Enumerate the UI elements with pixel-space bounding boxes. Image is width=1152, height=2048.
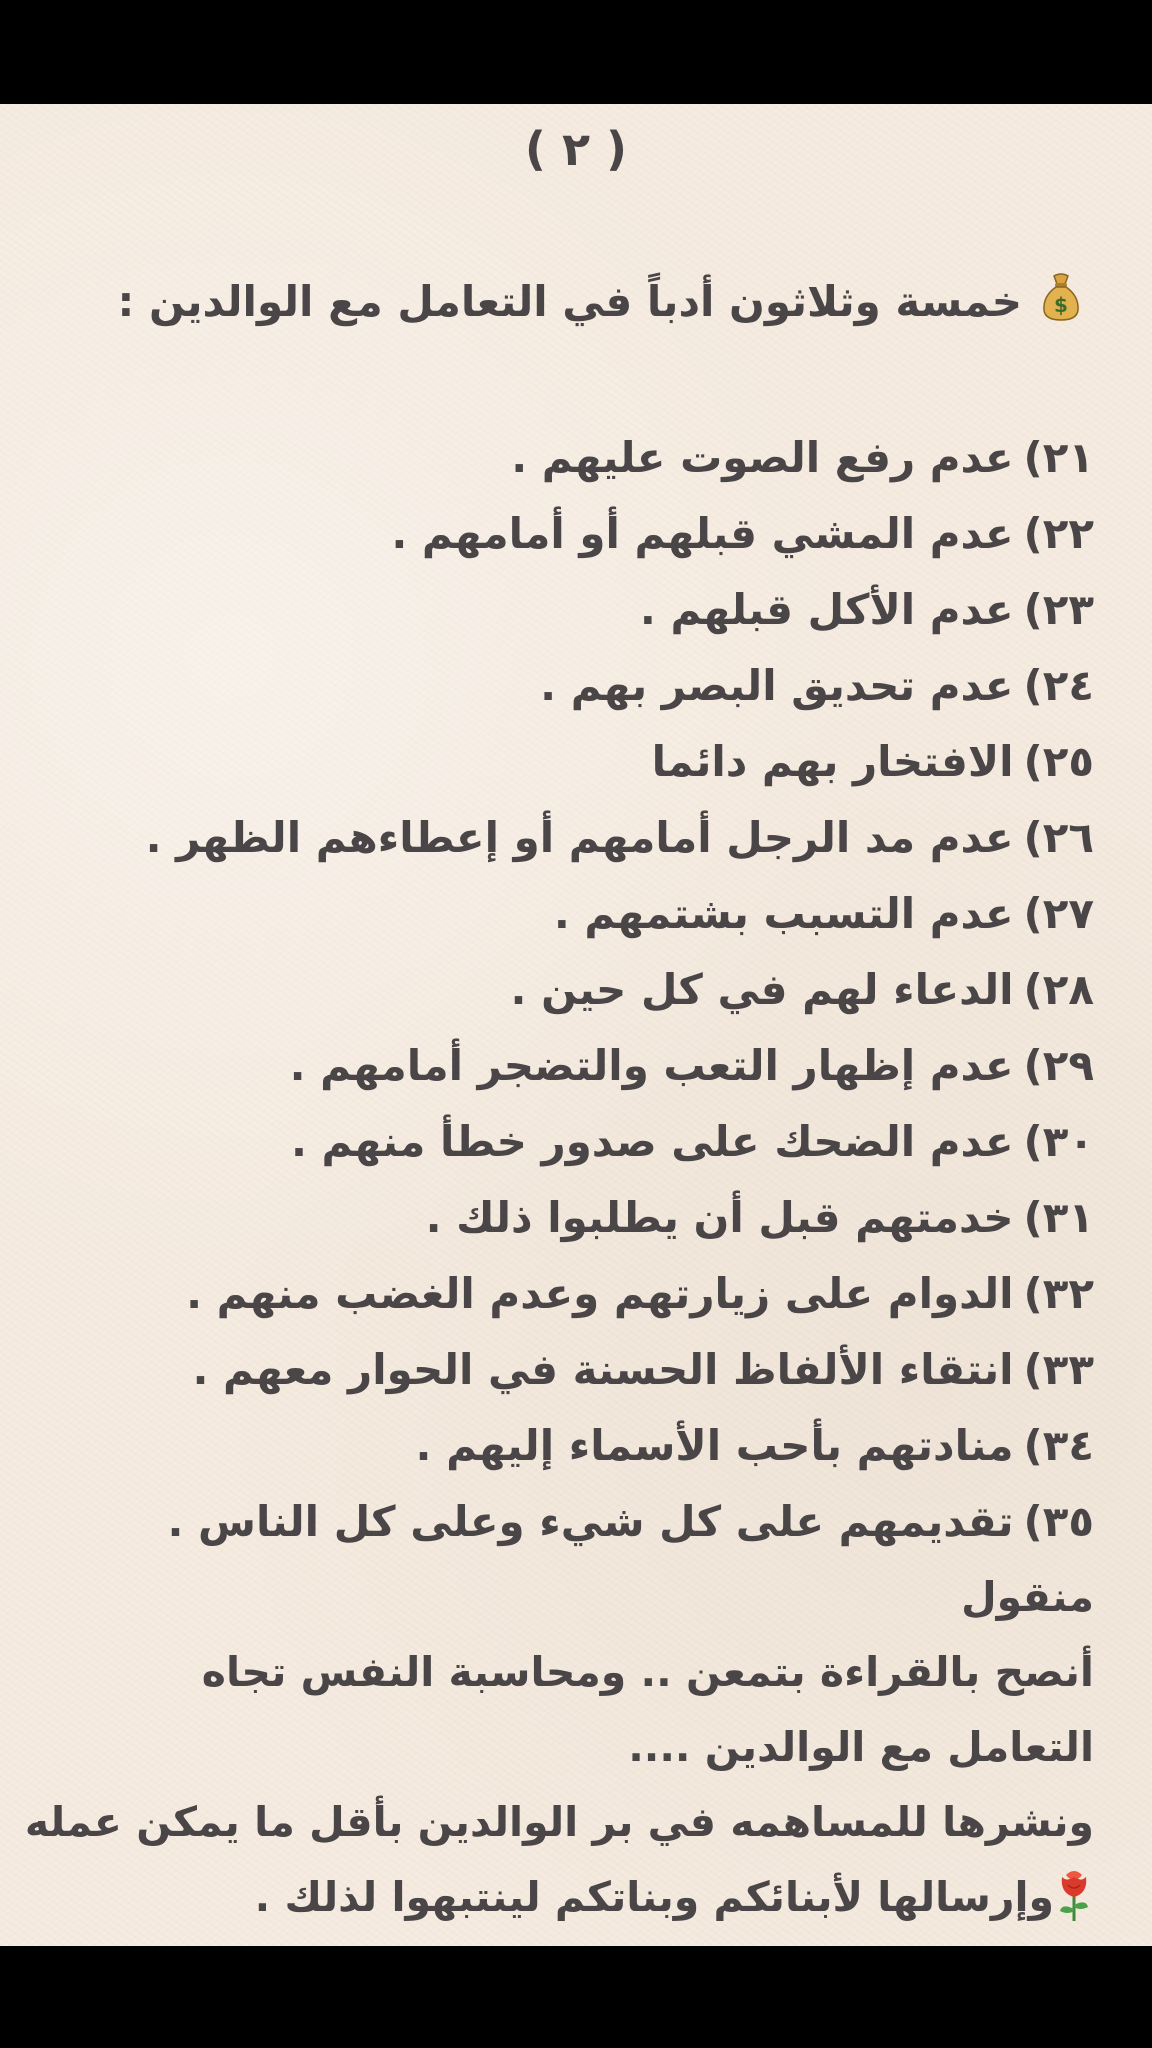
list-item (20, 1180, 1094, 1256)
money-bag-icon (1040, 272, 1082, 322)
list-item (20, 572, 1094, 648)
item-text: عدم إظهار التعب والتضجر أمامهم . (289, 1041, 1014, 1090)
list-item (20, 1408, 1094, 1484)
item-text: عدم رفع الصوت عليهم . (511, 433, 1014, 482)
top-black-bar (0, 0, 1152, 104)
list-item (20, 952, 1094, 1028)
item-text: عدم الضحك على صدور خطأ منهم . (290, 1117, 1014, 1166)
advice-line-4-row (20, 1860, 1094, 1935)
svg-text:$: $ (1054, 293, 1068, 317)
bottom-black-bar (0, 1946, 1152, 2048)
item-number: ٢٩) (1023, 1041, 1094, 1090)
item-number: ٣٥) (1023, 1497, 1094, 1546)
advice-line-1: أنصح بالقراءة بتمعن .. ومحاسبة النفس تجاه (201, 1648, 1094, 1696)
item-number: ٣٠) (1023, 1117, 1094, 1166)
item-number: ٢٧) (1023, 889, 1094, 938)
item-text: منادتهم بأحب الأسماء إليهم . (415, 1421, 1014, 1470)
item-text: الدوام على زيارتهم وعدم الغضب منهم . (186, 1269, 1014, 1318)
item-number: ٢٢) (1023, 509, 1094, 558)
item-text: عدم الأكل قبلهم . (639, 585, 1014, 634)
list-item (20, 876, 1094, 952)
list-item (20, 1028, 1094, 1104)
list-item (20, 1332, 1094, 1408)
item-number: ٣١) (1023, 1193, 1094, 1242)
list-item (20, 1256, 1094, 1332)
list-item (20, 1484, 1094, 1560)
list-item (20, 648, 1094, 724)
item-text: انتقاء الألفاظ الحسنة في الحوار معهم . (192, 1345, 1014, 1394)
item-text: تقديمهم على كل شيء وعلى كل الناس . (167, 1497, 1014, 1546)
item-text: عدم المشي قبلهم أو أمامهم . (391, 509, 1014, 558)
advice-line-3: ونشرها للمساهمه في بر الوالدين بأقل ما يمكن عمله (24, 1798, 1094, 1846)
item-number: ٣٤) (1023, 1421, 1094, 1470)
item-text: عدم تحديق البصر بهم . (540, 661, 1014, 710)
heading-text: خمسة وثلاثون أدباً في التعامل مع الوالدين : (117, 277, 1022, 326)
advice-line-4: وإرسالها لأبنائكم وبناتكم لينتبهوا لذلك . (254, 1873, 1054, 1921)
item-number: ٢١) (1023, 433, 1094, 482)
item-number: ٢٤) (1023, 661, 1094, 710)
list-item (20, 496, 1094, 572)
item-text: الدعاء لهم في كل حين . (510, 965, 1014, 1014)
item-number: ٣٢) (1023, 1269, 1094, 1318)
item-text: عدم مد الرجل أمامهم أو إعطاءهم الظهر . (145, 813, 1014, 862)
item-number: ٢٨) (1023, 965, 1094, 1014)
rose-icon (1054, 1865, 1094, 1923)
list-item (20, 420, 1094, 496)
item-number: ٢٣) (1023, 585, 1094, 634)
list-item (20, 1104, 1094, 1180)
item-number: ٢٦) (1023, 813, 1094, 862)
list-item (20, 724, 1094, 800)
source-label: منقول (961, 1573, 1094, 1621)
item-number: ٢٥) (1023, 737, 1094, 786)
advice-line-2: التعامل مع الوالدين .... (628, 1723, 1094, 1771)
item-text: الافتخار بهم دائما (651, 737, 1014, 786)
footer-note (20, 1560, 1094, 1935)
item-number: ٣٣) (1023, 1345, 1094, 1394)
page-number: ( ٢ ) (524, 122, 628, 176)
note-page (0, 104, 1152, 1946)
heading (40, 272, 1082, 326)
item-text: عدم التسبب بشتمهم . (553, 889, 1014, 938)
list-item (20, 800, 1094, 876)
etiquette-list (20, 420, 1094, 1560)
item-text: خدمتهم قبل أن يطلبوا ذلك . (425, 1193, 1014, 1242)
